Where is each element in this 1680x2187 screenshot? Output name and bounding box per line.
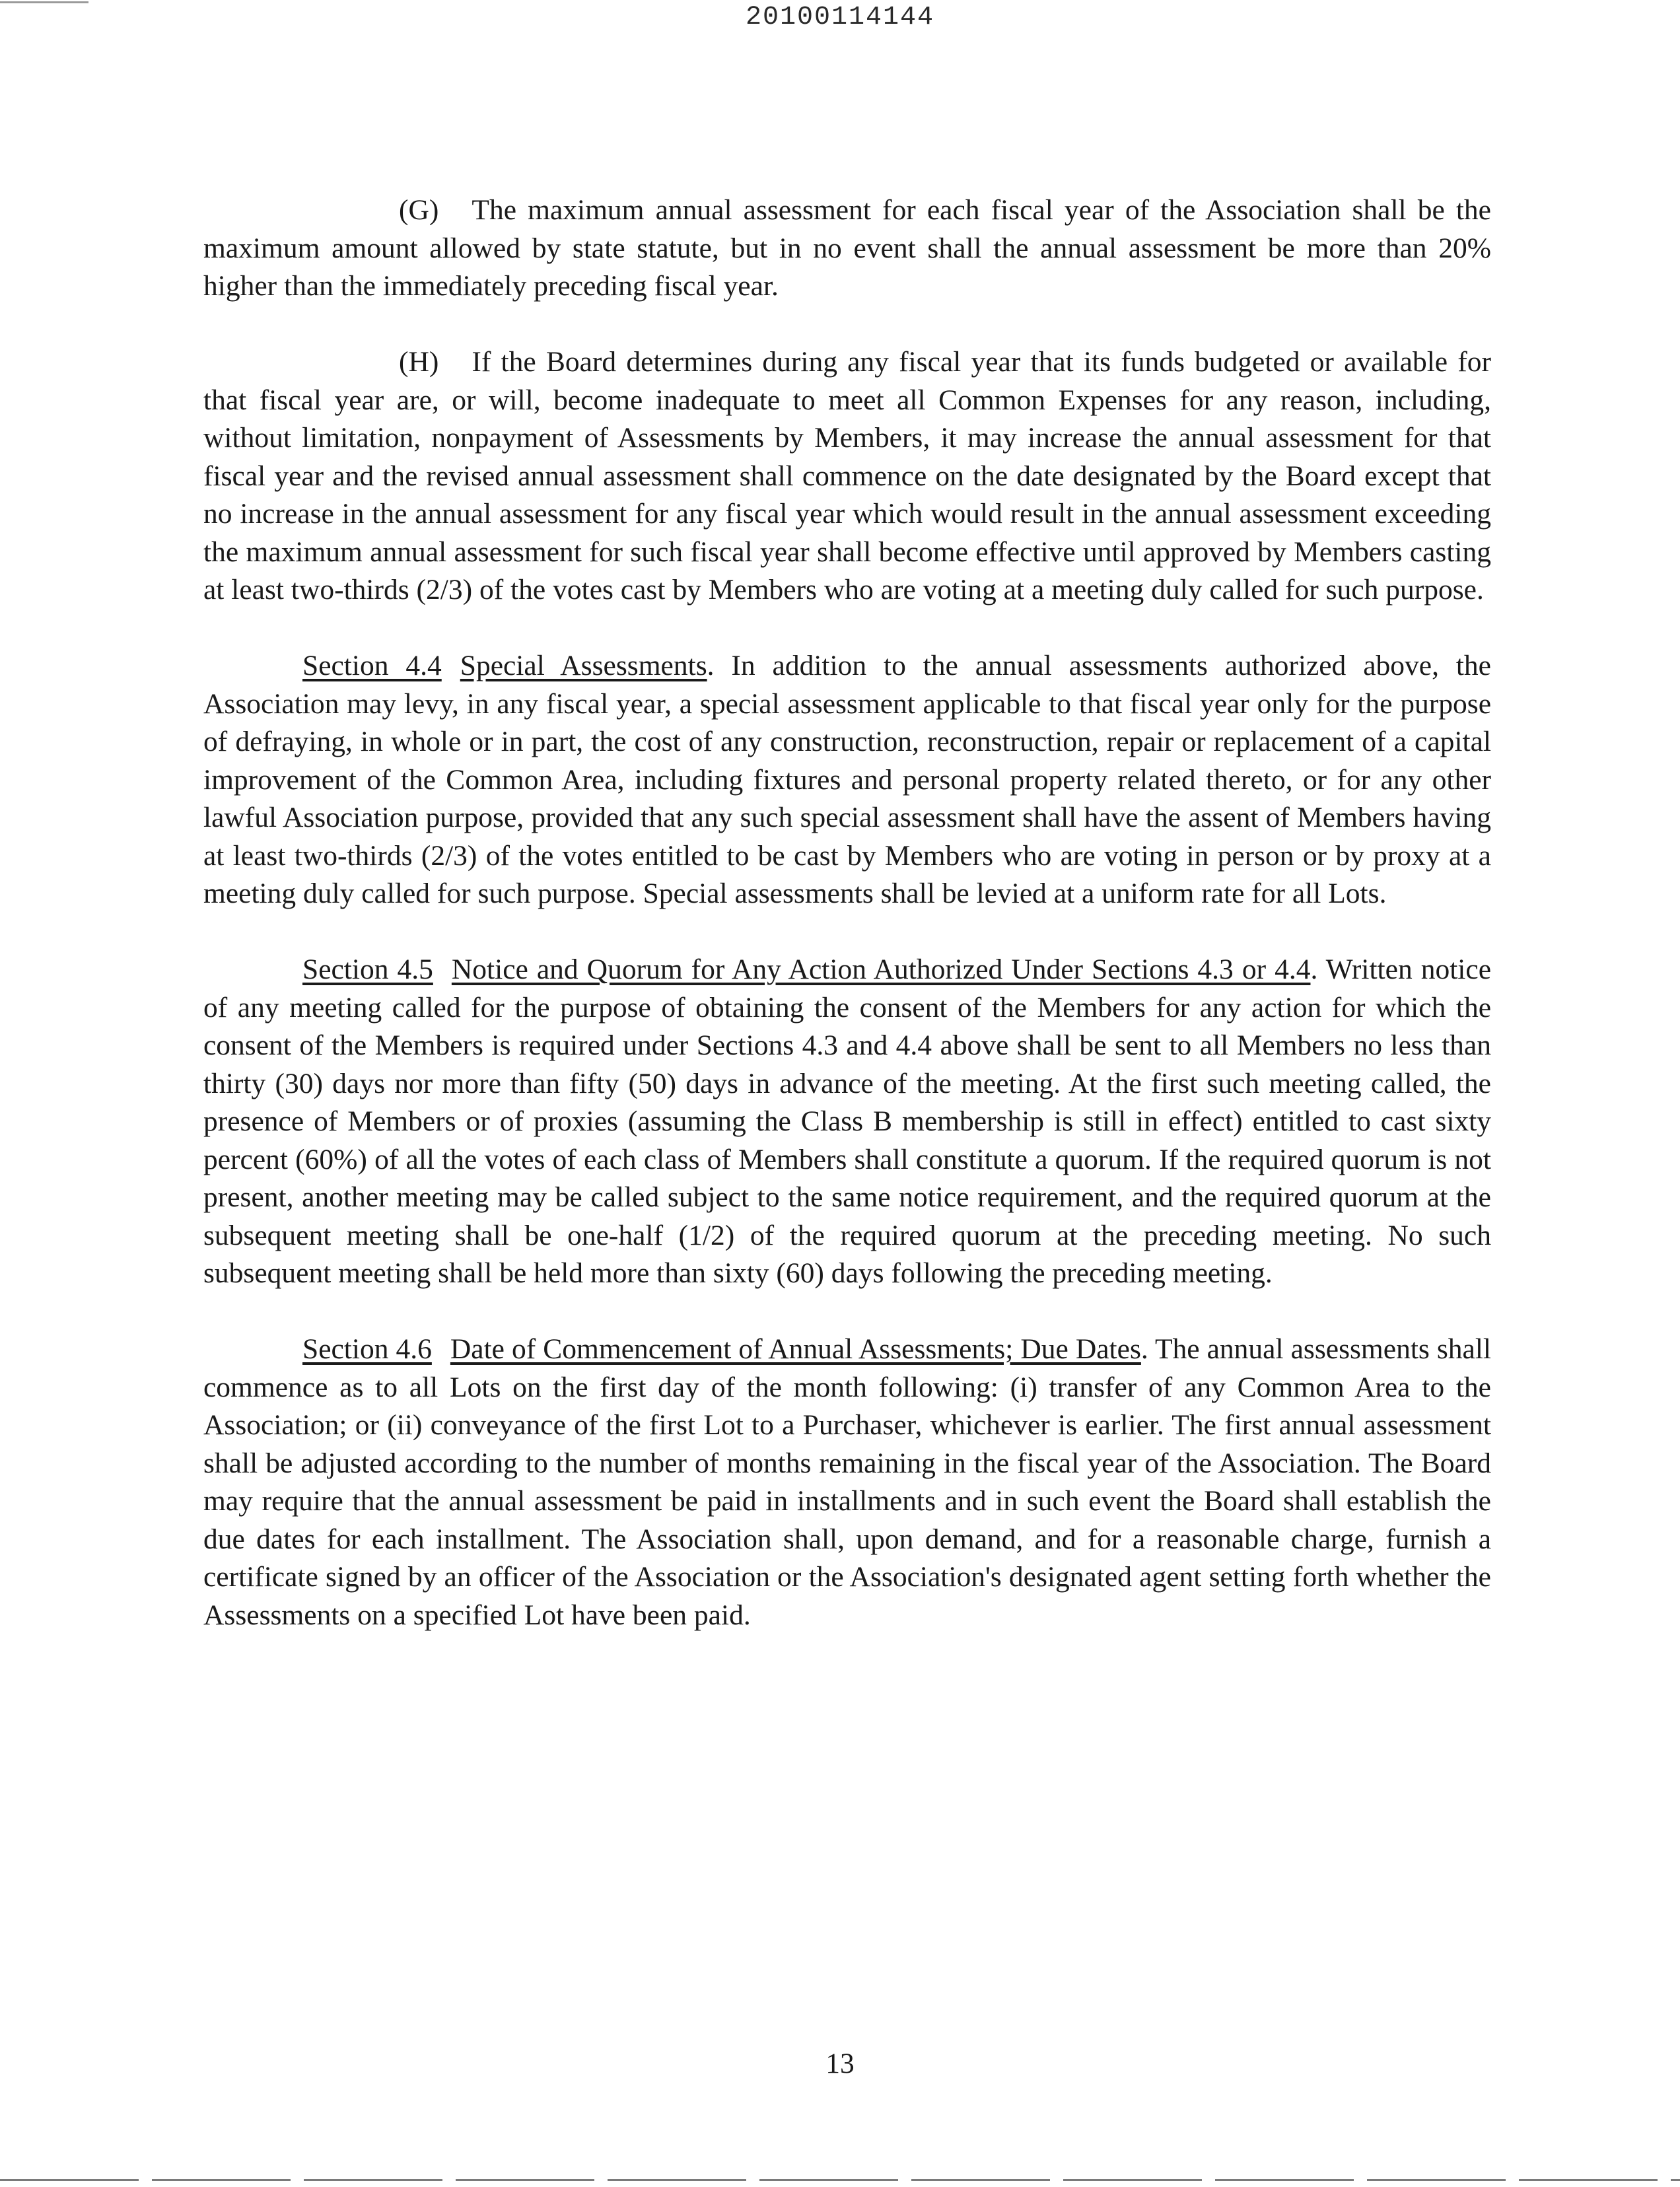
document-body: [203, 191, 1491, 1673]
paragraph-g-label: (G): [399, 194, 439, 226]
section-4-4-title: Special Assessments: [460, 650, 707, 681]
section-4-6: [203, 1331, 1491, 1634]
section-4-5-number: Section 4.5: [302, 954, 433, 985]
section-4-5: [203, 951, 1491, 1293]
paragraph-g: [203, 191, 1491, 306]
paragraph-h: [203, 343, 1491, 609]
paragraph-h-label: (H): [399, 346, 439, 378]
section-4-4-text: . In addition to the annual assessments authorized above, the Association may levy, in any fiscal year, a special assessment applicable to that fiscal year only for the purpose of defraying, in whole or in part, the cost of any construction, reconstruction, repair or replacement of a capital improvement of the Common Area, including fixtures and personal property related thereto, or for any other lawful Association purpose, provided that any such special assessment shall have the assent of Members having at least two-thirds (2/3) of the votes entitled to be cast by Members who are voting in person or by proxy at a meeting duly called for such purpose. Special assessments shall be levied at a uniform rate for all Lots.: [203, 650, 1491, 909]
page-number: 13: [825, 2048, 855, 2079]
section-4-4: [203, 647, 1491, 913]
paragraph-h-text: If the Board determines during any fiscal year that its funds budgeted or available for that fiscal year are, or will, become inadequate to meet all Common Expenses for any reason, including, without limitation, nonpayment of Assessments by Members, it may increase the annual assessment for that fiscal year and the revised annual assessment shall commence on the date designated by the Board except that no increase in the annual assessment for any fiscal year which would result in the annual assessment exceeding the maximum annual assessment for such fiscal year shall become effective until approved by Members casting at least two-thirds (2/3) of the votes cast by Members who are voting at a meeting duly called for such purpose.: [203, 346, 1491, 606]
document-number: 20100114144: [745, 3, 935, 32]
section-4-6-title: Date of Commencement of Annual Assessments; Due Dates: [450, 1333, 1141, 1365]
section-4-4-number: Section 4.4: [302, 650, 442, 681]
section-4-6-text: . The annual assessments shall commence as to all Lots on the first day of the month following: (i) transfer of any Common Area to the Association; or (ii) conveyance of the first Lot to a Purchaser, whichever is earlier. The first annual assessment shall be adjusted according to the number of months remaining in the fiscal year of the Association. The Board may require that the annual assessment be paid in installments and in such event the Board shall establish the due dates for each installment. The Association shall, upon demand, and for a reasonable charge, furnish a certificate signed by an officer of the Association or the Association's designated agent setting forth whether the Assessments on a specified Lot have been paid.: [203, 1333, 1492, 1631]
scan-bottom-edge: [0, 2179, 1680, 2181]
section-4-5-title: Notice and Quorum for Any Action Authorized Under Sections 4.3 or 4.4: [451, 954, 1311, 985]
section-4-5-text: . Written notice of any meeting called for the purpose of obtaining the consent of the Members for any action for which the consent of the Members is required under Sections 4.3 and 4.4 above shall be sent to all Members no less than thirty (30) days nor more than fifty (50) days in advance of the meeting. At the first such meeting called, the presence of Members or of proxies (assuming the Class B membership is still in effect) entitled to cast sixty percent (60%) of all the votes of each class of Members shall constitute a quorum. If the required quorum is not present, another meeting may be called subject to the same notice requirement, and the required quorum at the subsequent meeting shall be one-half (1/2) of the required quorum at the preceding meeting. No such subsequent meeting shall be held more than sixty (60) days following the preceding meeting.: [203, 954, 1492, 1289]
paragraph-g-text: The maximum annual assessment for each fiscal year of the Association shall be the maximum amount allowed by state statute, but in no event shall the annual assessment be more than 20% higher than the immediately preceding fiscal year.: [203, 194, 1491, 302]
section-4-6-number: Section 4.6: [302, 1333, 432, 1365]
